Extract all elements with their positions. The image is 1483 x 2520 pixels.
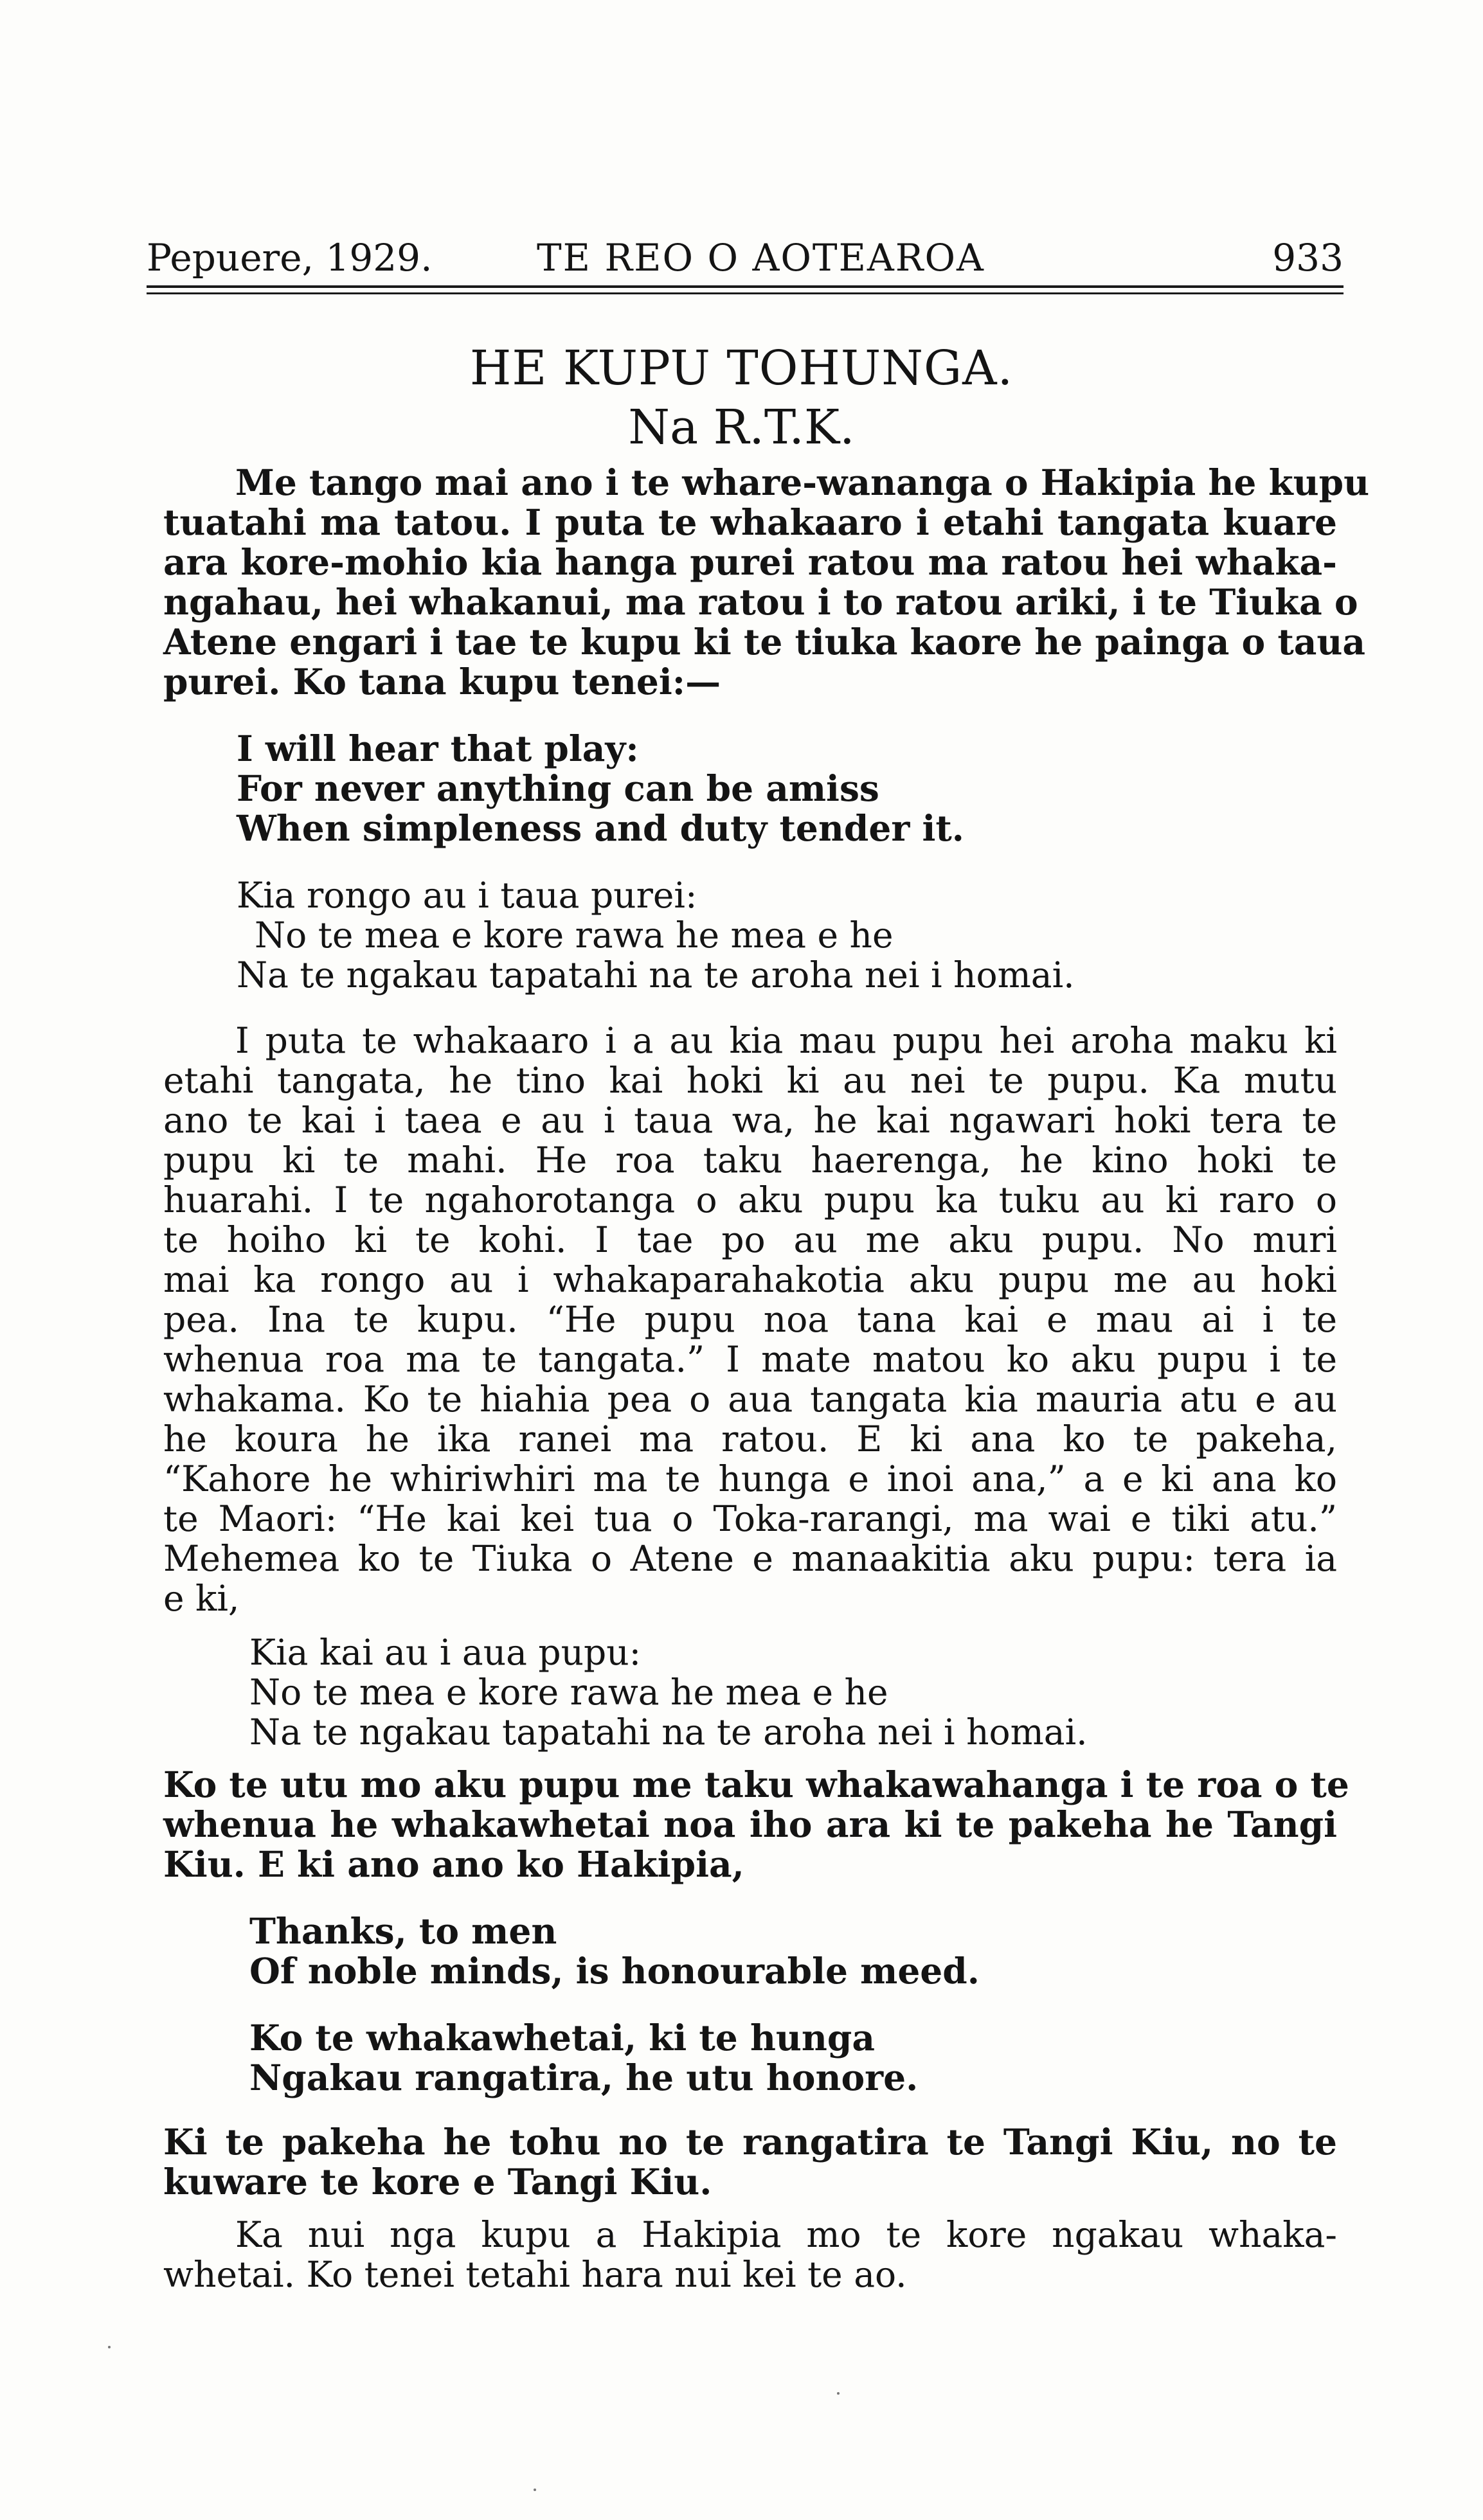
paragraph-line: tuatahi ma tatou. I puta te whakaaro i etahi tangata kuare [163, 501, 1337, 543]
running-header [147, 235, 1344, 280]
verse-line: Of noble minds, is honourable meed. [249, 1950, 980, 1992]
paragraph-line: huarahi. I te ngahorotanga o aku pupu ka tuku au ki raro o [163, 1179, 1337, 1220]
paragraph-line: he koura he ika ranei ma ratou. E ki ana ko te pakeha, [163, 1418, 1337, 1460]
article-byline: Na R.T.K. [628, 400, 855, 455]
paragraph-line: ano te kai i taea e au i taua wa, he kai ngawari hoki tera te [163, 1100, 1337, 1141]
paragraph-line: etahi tangata, he tino kai hoki ki au nei te pupu. Ka mutu [163, 1060, 1337, 1101]
verse-line: Na te ngakau tapatahi na te aroha nei i homai. [249, 1711, 1088, 1753]
paragraph-line: whetai. Ko tenei tetahi hara nui kei te ao. [163, 2254, 907, 2295]
paragraph-line: Ki te pakeha he tohu no te rangatira te Tangi Kiu, no te [163, 2121, 1337, 2163]
publication-title: TE REO O AOTEAROA [537, 236, 985, 280]
scan-speck [837, 2392, 840, 2395]
paragraph-line: te hoiho ki te kohi. I tae po au me aku pupu. No muri [163, 1219, 1337, 1260]
verse-line: Kia kai au i aua pupu: [249, 1632, 642, 1673]
paragraph-line: e ki, [163, 1578, 240, 1619]
verse-line: No te mea e kore rawa he mea e he [249, 1672, 888, 1713]
paragraph-line: Ka nui nga kupu a Hakipia mo te kore ngakau whaka- [235, 2214, 1337, 2255]
header-rule-bottom [147, 292, 1344, 294]
verse-line: When simpleness and duty tender it. [237, 807, 964, 849]
issue-date: Pepuere, 1929. [147, 236, 433, 280]
verse-line: Ko te whakawhetai, ki te hunga [249, 2017, 876, 2059]
page-number: 933 [1272, 236, 1344, 280]
paragraph-line: kuware te kore e Tangi Kiu. [163, 2161, 712, 2203]
verse-line: I will hear that play: [237, 728, 639, 769]
paragraph-line: “Kahore he whiriwhiri ma te hunga e inoi ana,” a e ki ana ko [163, 1458, 1337, 1499]
verse-line: Kia rongo au i taua purei: [237, 875, 697, 916]
paragraph-line: whakama. Ko te hiahia pea o aua tangata kia mauria atu e au [163, 1379, 1337, 1420]
paragraph-line: whenua roa ma te tangata.” I mate matou ko aku pupu i te [163, 1339, 1337, 1380]
paragraph-line: Kiu. E ki ano ano ko Hakipia, [163, 1843, 744, 1885]
paragraph-line: I puta te whakaaro i a au kia mau pupu hei aroha maku ki [235, 1020, 1337, 1061]
paragraph-line: te Maori: “He kai kei tua o Toka-rarangi, ma wai e tiki atu.” [163, 1498, 1337, 1539]
paragraph-line: Ko te utu mo aku pupu me taku whakawahanga i te roa o te [163, 1764, 1349, 1805]
scan-speck [534, 2489, 536, 2491]
paragraph-line: Me tango mai ano i te whare-wananga o Hakipia he kupu [235, 461, 1370, 503]
article-title: HE KUPU TOHUNGA. [469, 341, 1014, 396]
paragraph-line: ngahau, hei whakanui, ma ratou i to ratou ariki, i te Tiuka o [163, 581, 1358, 623]
verse-line: Na te ngakau tapatahi na te aroha nei i homai. [237, 954, 1075, 996]
paragraph-line: mai ka rongo au i whakaparahakotia aku pupu me au hoki [163, 1259, 1337, 1300]
verse-line: Ngakau rangatira, he utu honore. [249, 2057, 919, 2098]
scan-speck [108, 2346, 111, 2348]
header-rule-top [147, 285, 1344, 288]
paragraph-line: Atene engari i tae te kupu ki te tiuka kaore he painga o taua [163, 621, 1366, 663]
verse-line: No te mea e kore rawa he mea e he [255, 915, 894, 956]
paragraph-line: whenua he whakawhetai noa iho ara ki te pakeha he Tangi [163, 1803, 1337, 1845]
verse-line: Thanks, to men [249, 1910, 557, 1952]
paragraph-line: pea. Ina te kupu. “He pupu noa tana kai e mau ai i te [163, 1299, 1337, 1340]
paragraph-line: Mehemea ko te Tiuka o Atene e manaakitia aku pupu: tera ia [163, 1538, 1337, 1579]
paragraph-line: purei. Ko tana kupu tenei:— [163, 661, 721, 702]
paragraph-line: ara kore-mohio kia hanga purei ratou ma ratou hei whaka- [163, 541, 1337, 583]
verse-line: For never anything can be amiss [237, 767, 879, 809]
paragraph-line: pupu ki te mahi. He roa taku haerenga, he kino hoki te [163, 1139, 1337, 1181]
